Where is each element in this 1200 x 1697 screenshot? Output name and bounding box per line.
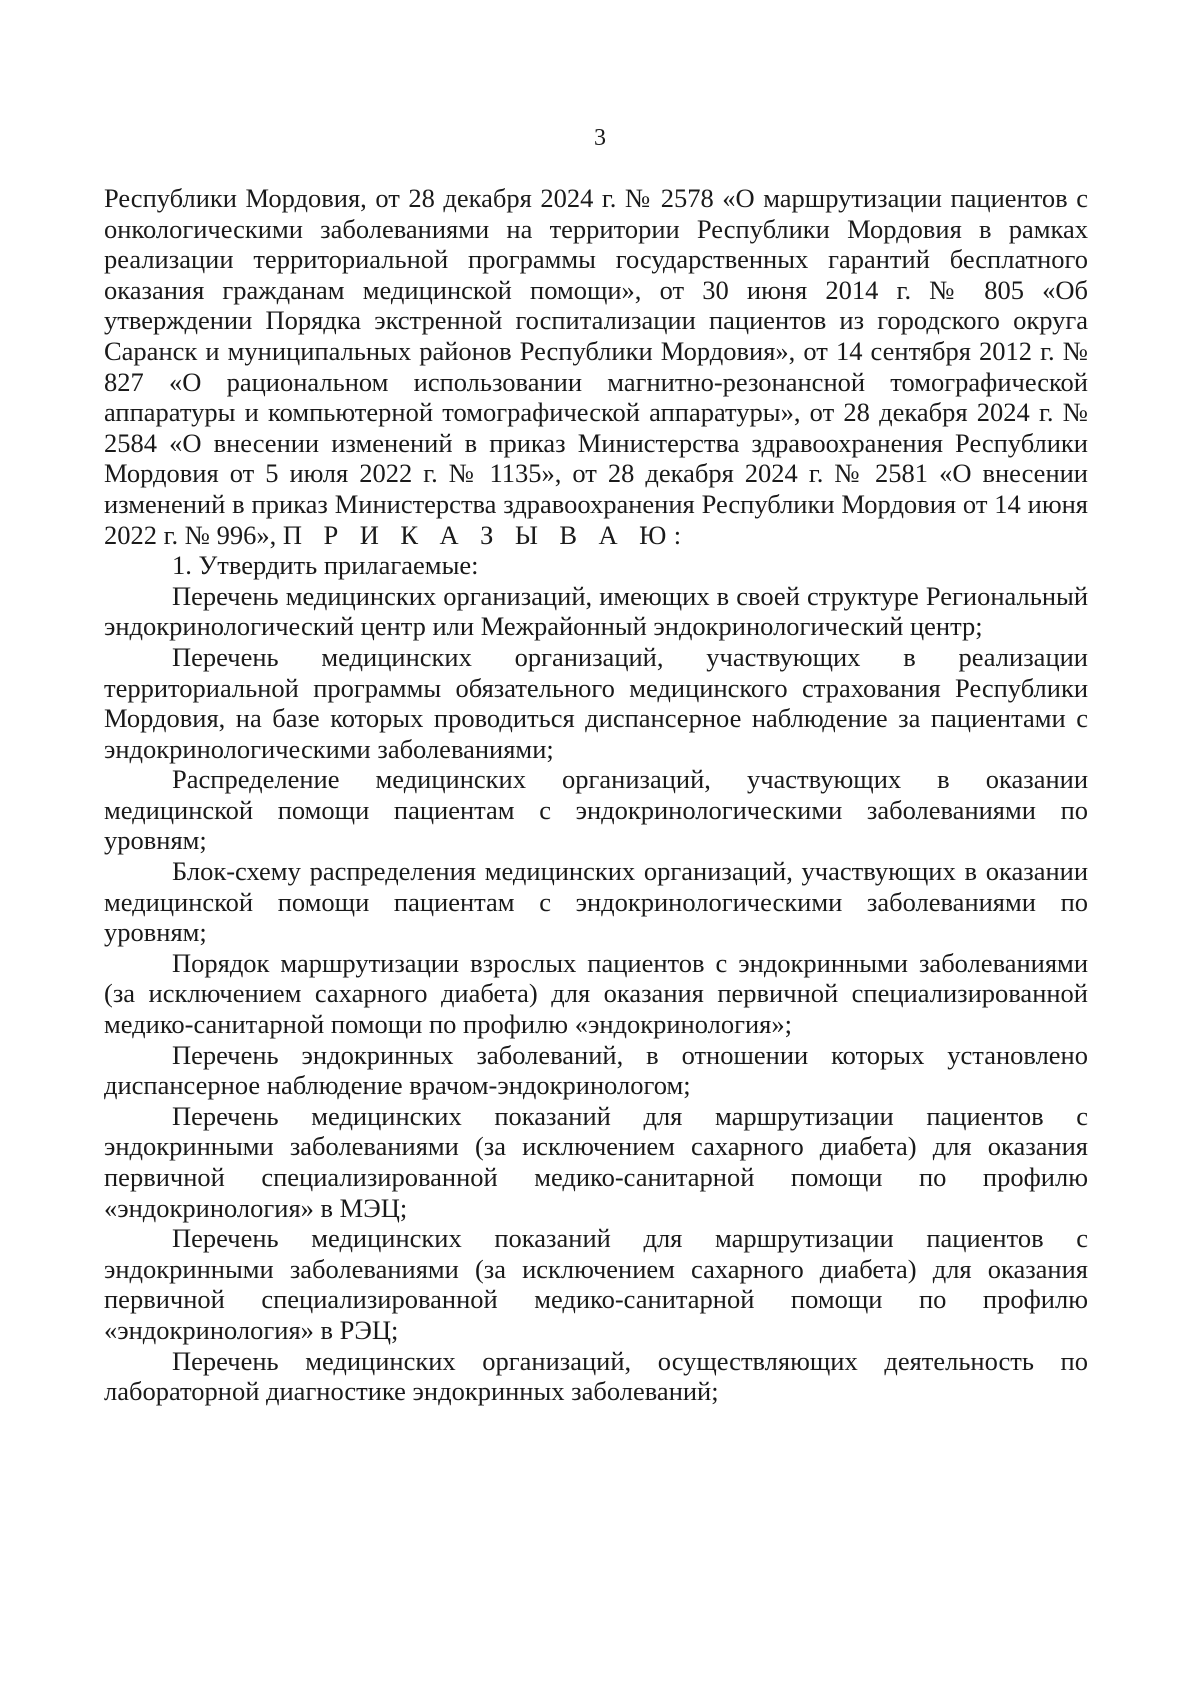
list-item: Порядок маршрутизации взрослых пациентов с эндокринными заболеваниями (за исключением сахарного диабета) для оказания первичной специализированной медико-санитарной помощи по профилю «эндокринология»; xyxy=(104,947,1088,1040)
list-item: Блок-схему распределения медицинских организаций, участвующих в оказании медицинской помощи пациентам с эндокринологическими заболеваниями по уровням; xyxy=(104,856,1088,948)
list-item: Перечень медицинских организаций, осуществляющих деятельность по лабораторной диагностике эндокринных заболеваний; xyxy=(104,1345,1088,1407)
intro-paragraph xyxy=(104,183,1088,550)
list-item: Перечень эндокринных заболеваний, в отношении которых установлено диспансерное наблюдение врачом-эндокринологом; xyxy=(104,1039,1088,1101)
order-word: П Р И К А З Ы В А Ю: xyxy=(282,519,689,550)
list-item: Перечень медицинских показаний для маршрутизации пациентов с эндокринными заболеваниями (за исключением сахарного диабета) для оказания первичной специализированной медико-санитарной помощи по профилю «эндокринология» в МЭЦ; xyxy=(104,1100,1088,1223)
intro-paragraph-text: Республики Мордовия, от 28 декабря 2024 г. № 2578 «О маршрутизации пациентов с онкологическими заболеваниями на территории Республики Мордовия в рамках реализации территориальной программы государственных гарантий бесплатного оказания гражданам медицинской помощи», от 30 июня 2014 г. № 805 «Об утверждении Порядка экстренной госпитализации пациентов из городского округа Саранск и муниципальных районов Республики Мордовия», от 14 сентября 2012 г. № 827 «О рациональном использовании магнитно-резонансной томографической аппаратуры и компьютерной томографической аппаратуры», от 28 декабря 2024 г. № 2584 «О внесении изменений в приказ Министерства здравоохранения Республики Мордовия от 5 июля 2022 г. № 1135», от 28 декабря 2024 г. № 2581 «О внесении изменений в приказ Министерства здравоохранения Республики Мордовия от 14 июня 2022 г. № 996», xyxy=(104,183,1088,550)
list-item: Перечень медицинских организаций, участвующих в реализации территориальной программы обязательного медицинского страхования Республики Мордовия, на базе которых проводиться диспансерное наблюдение за пациентами с эндокринологическими заболеваниями; xyxy=(104,641,1088,764)
document-body xyxy=(104,183,1088,1407)
item-1-heading: 1. Утвердить прилагаемые: xyxy=(172,550,479,581)
list-item: Перечень медицинских организаций, имеющих в своей структуре Региональный эндокринологический центр или Межрайонный эндокринологический центр; xyxy=(104,580,1088,642)
list-item: Распределение медицинских организаций, участвующих в оказании медицинской помощи пациентам с эндокринологическими заболеваниями по уровням; xyxy=(104,764,1088,856)
list-item: Перечень медицинских показаний для маршрутизации пациентов с эндокринными заболеваниями (за исключением сахарного диабета) для оказания первичной специализированной медико-санитарной помощи по профилю «эндокринология» в РЭЦ; xyxy=(104,1223,1088,1345)
page-number: 3 xyxy=(594,125,606,151)
